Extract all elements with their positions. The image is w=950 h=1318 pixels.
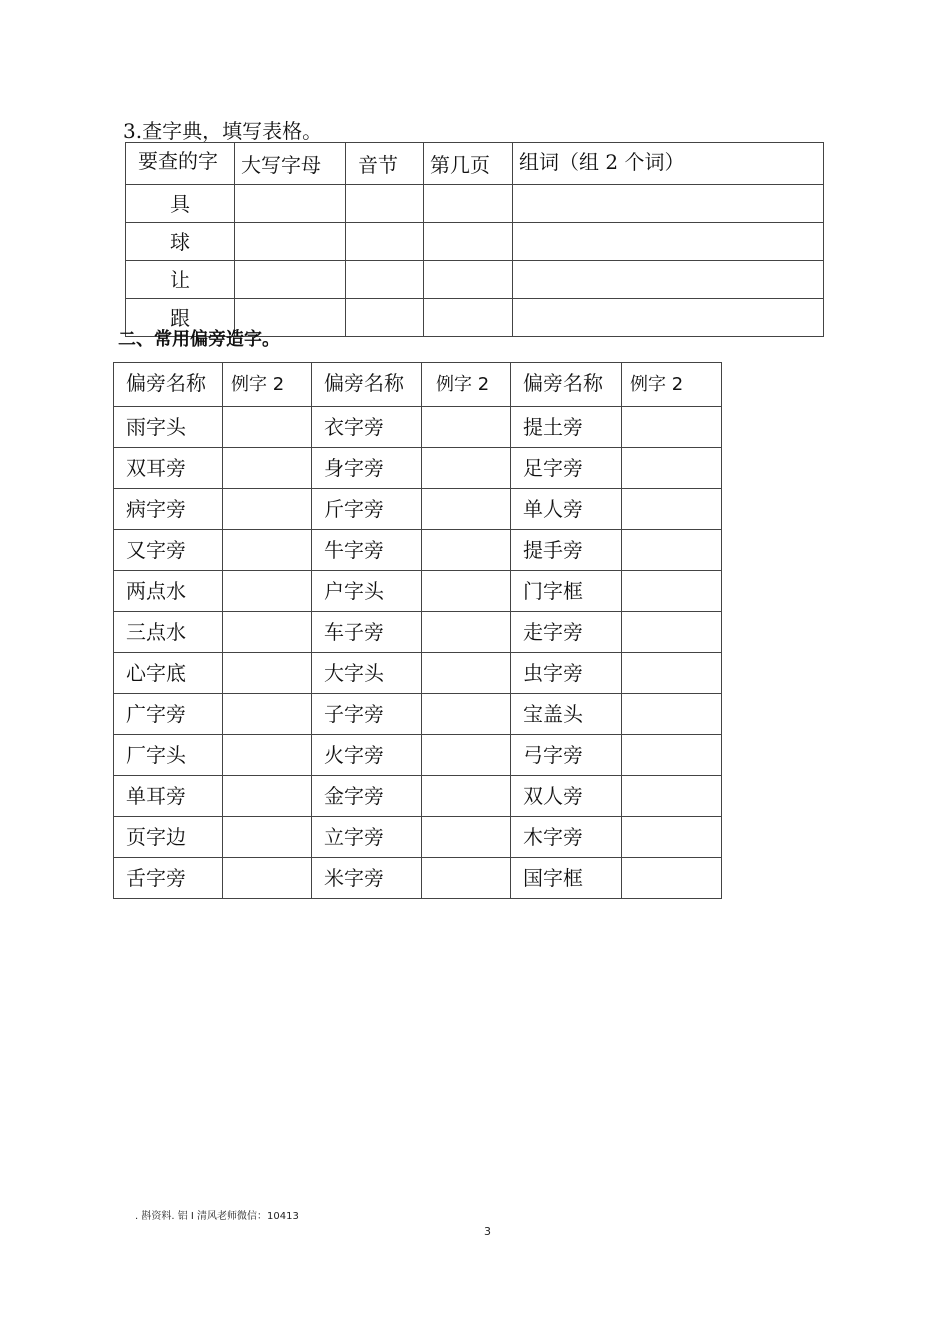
blank-cell[interactable]: [424, 185, 513, 223]
radical-name: 宝盖头: [511, 694, 622, 735]
radical-name: 虫字旁: [511, 653, 622, 694]
blank-cell[interactable]: [622, 694, 722, 735]
radical-name: 米字旁: [312, 858, 422, 899]
blank-cell[interactable]: [424, 261, 513, 299]
radical-name: 广字旁: [114, 694, 223, 735]
radical-name: 火字旁: [312, 735, 422, 776]
blank-cell[interactable]: [422, 448, 511, 489]
page-number: 3: [484, 1225, 491, 1238]
table-row: [114, 571, 722, 612]
blank-cell[interactable]: [223, 571, 312, 612]
radical-name: 双耳旁: [114, 448, 223, 489]
blank-cell[interactable]: [346, 261, 424, 299]
header-cell: 例字 2: [622, 363, 722, 407]
blank-cell[interactable]: [346, 299, 424, 337]
blank-cell[interactable]: [223, 530, 312, 571]
radical-name: 舌字旁: [114, 858, 223, 899]
radical-name: 国字框: [511, 858, 622, 899]
blank-cell[interactable]: [513, 223, 824, 261]
header-cell: 偏旁名称: [312, 363, 422, 407]
blank-cell[interactable]: [235, 185, 346, 223]
blank-cell[interactable]: [513, 185, 824, 223]
blank-cell[interactable]: [422, 858, 511, 899]
blank-cell[interactable]: [223, 407, 312, 448]
blank-cell[interactable]: [422, 571, 511, 612]
radical-name: 足字旁: [511, 448, 622, 489]
lookup-character: 具: [126, 185, 235, 223]
radical-name: 又字旁: [114, 530, 223, 571]
radical-name: 身字旁: [312, 448, 422, 489]
radical-name: 页字边: [114, 817, 223, 858]
blank-cell[interactable]: [422, 817, 511, 858]
lookup-character: 跟: [126, 299, 235, 337]
table-row: [114, 489, 722, 530]
radical-name: 三点水: [114, 612, 223, 653]
blank-cell[interactable]: [235, 261, 346, 299]
blank-cell[interactable]: [513, 261, 824, 299]
table-row: [126, 223, 824, 261]
radical-name: 病字旁: [114, 489, 223, 530]
table-row: [114, 817, 722, 858]
radical-name: 金字旁: [312, 776, 422, 817]
radical-name: 雨字头: [114, 407, 223, 448]
header-cell: 偏旁名称: [114, 363, 223, 407]
radical-name: 厂字头: [114, 735, 223, 776]
blank-cell[interactable]: [223, 653, 312, 694]
blank-cell[interactable]: [622, 571, 722, 612]
blank-cell[interactable]: [622, 612, 722, 653]
blank-cell[interactable]: [223, 612, 312, 653]
table-header-row: [114, 363, 722, 407]
header-cell: 要查的字: [126, 143, 235, 185]
blank-cell[interactable]: [622, 653, 722, 694]
lookup-character: 让: [126, 261, 235, 299]
section-2-title: 二、常用偏旁造字。: [118, 329, 280, 350]
radical-name: 心字底: [114, 653, 223, 694]
header-cell: 例字 2: [422, 363, 511, 407]
radical-name: 提土旁: [511, 407, 622, 448]
blank-cell[interactable]: [622, 530, 722, 571]
dictionary-lookup-table: [125, 142, 824, 337]
header-cell: 大写字母: [235, 143, 346, 185]
radical-name: 提手旁: [511, 530, 622, 571]
header-cell: 第几页: [424, 143, 513, 185]
radical-name: 车子旁: [312, 612, 422, 653]
blank-cell[interactable]: [622, 858, 722, 899]
blank-cell[interactable]: [223, 776, 312, 817]
blank-cell[interactable]: [622, 407, 722, 448]
blank-cell[interactable]: [422, 776, 511, 817]
header-cell: 例字 2: [223, 363, 312, 407]
blank-cell[interactable]: [223, 858, 312, 899]
table-row: [114, 694, 722, 735]
table-row: [114, 612, 722, 653]
header-cell: 音节: [346, 143, 424, 185]
blank-cell[interactable]: [424, 299, 513, 337]
radical-name: 木字旁: [511, 817, 622, 858]
radical-name: 衣字旁: [312, 407, 422, 448]
blank-cell[interactable]: [513, 299, 824, 337]
blank-cell[interactable]: [622, 817, 722, 858]
blank-cell[interactable]: [223, 694, 312, 735]
blank-cell[interactable]: [422, 530, 511, 571]
blank-cell[interactable]: [223, 817, 312, 858]
table-row: [114, 776, 722, 817]
blank-cell[interactable]: [622, 776, 722, 817]
blank-cell[interactable]: [622, 735, 722, 776]
radical-table: [113, 362, 722, 899]
radical-name: 门字框: [511, 571, 622, 612]
blank-cell[interactable]: [223, 448, 312, 489]
blank-cell[interactable]: [223, 489, 312, 530]
table-row: [114, 530, 722, 571]
radical-name: 单耳旁: [114, 776, 223, 817]
table-row: [114, 448, 722, 489]
header-cell: 组词（组 2 个词）: [513, 143, 824, 185]
radical-name: 弓字旁: [511, 735, 622, 776]
question-3-title: 3.查字典，填写表格。: [123, 119, 323, 143]
table-header-row: [126, 143, 824, 185]
radical-name: 单人旁: [511, 489, 622, 530]
radical-name: 两点水: [114, 571, 223, 612]
table-row: [126, 185, 824, 223]
blank-cell[interactable]: [422, 489, 511, 530]
blank-cell[interactable]: [223, 735, 312, 776]
blank-cell[interactable]: [422, 653, 511, 694]
table-row: [114, 858, 722, 899]
radical-name: 户字头: [312, 571, 422, 612]
blank-cell[interactable]: [422, 735, 511, 776]
blank-cell[interactable]: [622, 448, 722, 489]
radical-name: 立字旁: [312, 817, 422, 858]
radical-name: 子字旁: [312, 694, 422, 735]
radical-name: 牛字旁: [312, 530, 422, 571]
radical-name: 斤字旁: [312, 489, 422, 530]
blank-cell[interactable]: [422, 694, 511, 735]
blank-cell[interactable]: [622, 489, 722, 530]
blank-cell[interactable]: [424, 223, 513, 261]
table-row: [126, 261, 824, 299]
header-cell: 偏旁名称: [511, 363, 622, 407]
radical-name: 双人旁: [511, 776, 622, 817]
blank-cell[interactable]: [346, 185, 424, 223]
blank-cell[interactable]: [346, 223, 424, 261]
radical-name: 大字头: [312, 653, 422, 694]
table-row: [114, 653, 722, 694]
footer-note: . 斟资料. 铝 I 清风老师微信：10413: [135, 1211, 299, 1222]
blank-cell[interactable]: [235, 223, 346, 261]
table-row: [114, 407, 722, 448]
radical-name: 走字旁: [511, 612, 622, 653]
blank-cell[interactable]: [422, 612, 511, 653]
blank-cell[interactable]: [422, 407, 511, 448]
lookup-character: 球: [126, 223, 235, 261]
table-row: [114, 735, 722, 776]
